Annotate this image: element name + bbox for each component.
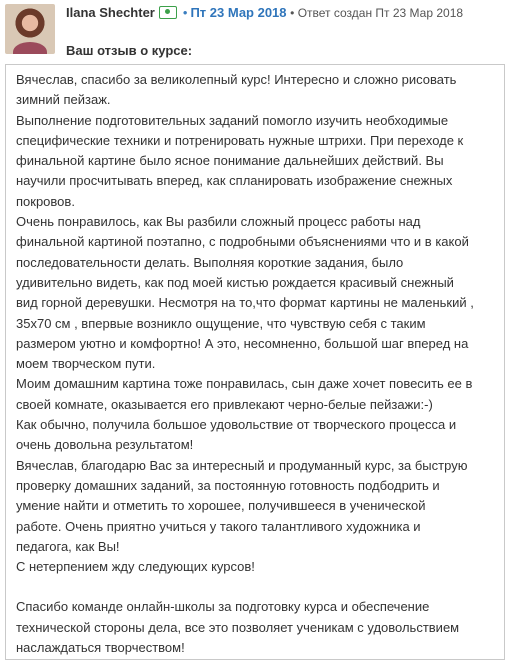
closing-line: технической стороны дела, все это позволяет ученикам с удовольствием — [16, 619, 460, 635]
review-header — [66, 4, 463, 22]
author-name[interactable]: Ilana Shechter — [66, 5, 155, 20]
review-title: Ваш отзыв о курсе: — [66, 43, 193, 58]
avatar-figure — [13, 42, 47, 54]
review-line: покровов. — [16, 193, 75, 209]
review-line: Очень понравилось, как Вы разбили сложный процесс работы над — [16, 214, 421, 230]
closing-line: Спасибо команде онлайн-школы за подготовку курса и обеспечение — [16, 599, 430, 615]
review-line: Моим домашним картина тоже понравилась, сын даже хочет повесить ее в — [16, 376, 473, 392]
review-line: Вячеслав, благодарю Вас за интересный и продуманный курс, за быструю — [16, 457, 468, 473]
review-line: педагога, как Вы! — [16, 538, 120, 554]
eye-icon — [159, 6, 177, 19]
review-line: специфические техники и потренировать нужные штрихи. При переходе к — [16, 132, 464, 148]
paragraph-gap — [16, 577, 504, 597]
review-line: финальной картиной поэтапно, с подробными объяснениями что и в какой — [16, 234, 469, 250]
review-line: вид горной деревушки. Несмотря на то,что формат картины не маленький , — [16, 295, 474, 311]
review-body — [5, 64, 505, 660]
review-line: Как обычно, получила большое удовольствие от творческого процесса и — [16, 417, 457, 433]
review-line: удивительно видеть, как под моей кистью рождается красивый снежный — [16, 274, 454, 290]
review-line: финальной картине было ясное понимание дальнейших действий. Вы — [16, 153, 444, 169]
review-line: С нетерпением жду следующих курсов! — [16, 559, 255, 575]
review-line: последовательности делать. Выполняя короткие задания, было — [16, 254, 404, 270]
review-line: работе. Очень приятно учиться у такого талантливого художника и — [16, 518, 421, 534]
separator-dot: • — [182, 5, 188, 20]
closing-line: наслаждаться творчеством! — [16, 640, 185, 656]
review-line: зимний пейзаж. — [16, 92, 111, 108]
review-line: умение найти и отметить то хорошее, получившееся в ученической — [16, 498, 426, 514]
review-line: размером уютно и комфортно! А это, несомненно, большой шаг вперед на — [16, 335, 469, 351]
avatar[interactable] — [5, 4, 55, 54]
review-line: своей комнате, оказывается его привлекают черно-белые пейзажи:-) — [16, 396, 433, 412]
review-line: проверку домашних заданий, за постоянную готовность подбодрить и — [16, 477, 440, 493]
review-line: Выполнение подготовительных заданий помогло изучить необходимые — [16, 112, 449, 128]
review-line: моем творческом пути. — [16, 356, 156, 372]
post-date-link[interactable]: Пт 23 Мар 2018 — [190, 5, 287, 20]
review-line: Вячеслав, спасибо за великолепный курс! Интересно и сложно рисовать — [16, 72, 457, 87]
answer-created-meta: • Ответ создан Пт 23 Мар 2018 — [290, 6, 464, 20]
review-line: очень довольна результатом! — [16, 437, 194, 453]
review-line: научили просчитывать вперед, как спланировать изображение снежных — [16, 173, 453, 189]
review-line: 35х70 см , впервые возникло ощущение, что чувствую себя с таким — [16, 315, 426, 331]
